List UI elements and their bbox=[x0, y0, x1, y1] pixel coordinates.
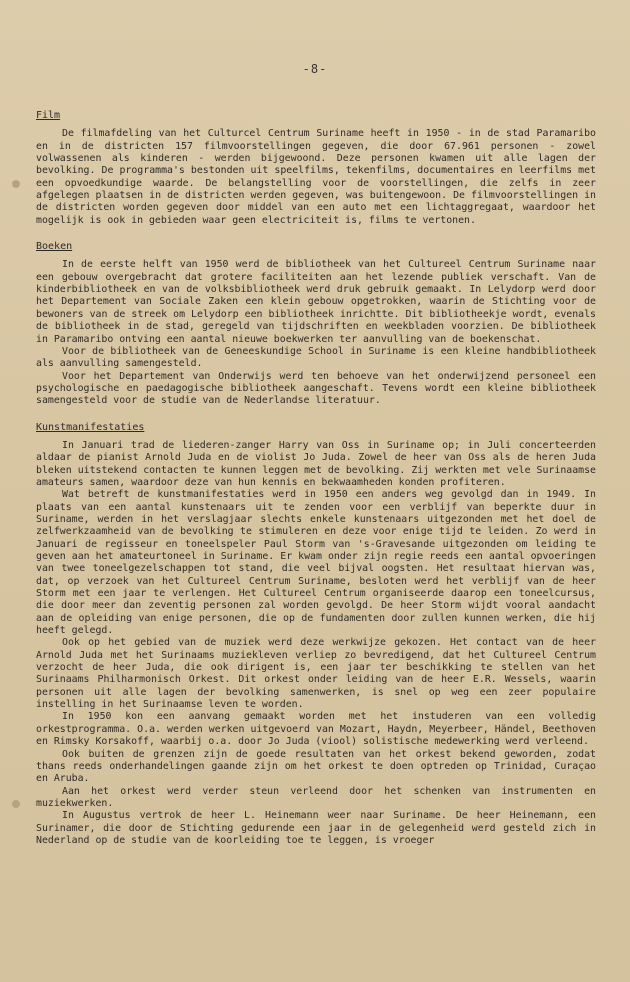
section-heading: Boeken bbox=[36, 241, 73, 253]
page-number: -8- bbox=[302, 62, 328, 76]
paragraph: Ook buiten de grenzen zijn de goede resultaten van het orkest bekend geworden, zodat thans reeds onderhandelingen gaande zijn om het orkest te doen optreden op Trinidad, Curaçao en Aruba. bbox=[36, 748, 596, 785]
paragraph: Voor de bibliotheek van de Geneeskundige School in Suriname is een kleine handbibliotheek als aanvulling samengesteld. bbox=[36, 345, 596, 370]
paragraph: Wat betreft de kunstmanifestaties werd in 1950 een anders weg gevolgd dan in 1949. In plaats van een aantal kunstenaars uit te zenden voor een verblijf van beperkte duur in Suriname, werden in het verslagjaar slechts enkele kunstenaars uitgezonden met het doel de zelfwerkzaamheid van de bevolking te stimuleren en deze voor enige tijd te leiden. Zo werd in Januari de regisseur en toneelspeler Paul Storm van 's-Gravesande uitgezonden om leiding te geven aan het amateurtoneel in Suriname. Er kwam onder zijn regie reeds een aantal opvoeringen van twee toneelgezelschappen tot stand, die veel bijval oogsten. Het resultaat hiervan was, dat, op verzoek van het Cultureel Centrum Suriname, besloten werd het verblijf van de heer Storm met een jaar te verlengen. Het Cultureel Centrum organiseerde daarop een toneelcursus, die door meer dan zeventig personen zal worden gevolgd. De heer Storm wijdt vooral aandacht aan de opleiding van enige personen, die op de fundamenten door zullen kunnen werken, die hij heeft gelegd. bbox=[36, 489, 596, 637]
section-boeken bbox=[36, 231, 596, 407]
section-heading: Kunstmanifestaties bbox=[36, 421, 145, 433]
paragraph: In Januari trad de liederen-zanger Harry van Oss in Suriname op; in Juli concerteerden aldaar de pianist Arnold Juda en de violist Jo Juda. Zowel de heer van Oss als de heren Juda bleken uitstekend contacten te kunnen leggen met de bevolking. Zij werkten met vele Surinaamse amateurs samen, waardoor deze van hun kennis en bekwaamheden konden profiteren. bbox=[36, 439, 596, 488]
paragraph: Voor het Departement van Onderwijs werd ten behoeve van het onderwijzend personeel een psychologische en paedagogische bibliotheek aangeschaft. Tevens wordt een kleine bibliotheek samengesteld voor de studie van de Nederlandse literatuur. bbox=[36, 370, 596, 407]
section-kunstmanifestaties bbox=[36, 412, 596, 848]
document-body bbox=[36, 96, 596, 847]
paragraph: In Augustus vertrok de heer L. Heinemann weer naar Suriname. De heer Heinemann, een Surinamer, die door de Stichting gedurende een jaar in de gelegenheid werd gesteld zich in Nederland op de studie van de koorleiding toe te leggen, is vroeger bbox=[36, 810, 596, 846]
paragraph: Aan het orkest werd verder steun verleend door het schenken van instrumenten en muziekwerken. bbox=[36, 785, 596, 809]
paragraph: In de eerste helft van 1950 werd de bibliotheek van het Cultureel Centrum Suriname naar een gebouw overgebracht dat grotere faciliteiten aan het lezende publiek verschaft. Van de kinderbibliotheek en van de volksbibliotheek werd druk gebruik gemaakt. In Lelydorp werd door het Departement van Sociale Zaken een klein gebouw opgetrokken, waarin de Stichting voor de bewoners van de streek om Lelydorp een bibliotheek inrichtte. Dit bibliotheekje wordt, evenals de bibliotheek in de stad, geregeld van tijdschriften en weekbladen voorzien. De bibliotheek in Paramaribo ontving een aantal nieuwe boekwerken ter aanvulling van de boekenschat. bbox=[36, 259, 596, 345]
section-heading: Film bbox=[36, 110, 61, 121]
paragraph: De filmafdeling van het Culturcel Centrum Suriname heeft in 1950 - in de stad Paramaribo en in de districten 157 filmvoorstellingen gegeven, die door 67.961 personen - zowel volwassenen als kinderen - werden bijgewoond. Deze personen kwamen uit alle lagen der bevolking. De programma's bestonden uit speelfilms, tekenfilms, documentaires en leerfilms met een opvoedkundige waarde. De belangstelling voor de voorstellingen, die zelfs in zeer afgelegen plaatsen in de districten werden gegeven, was buitengewoon. De filmvoorstellingen in de districten worden gegeven door middel van een auto met een lichtaggregaat, waardoor het mogelijk is ook in gebieden waar geen electriciteit is, films te vertonen. bbox=[36, 128, 596, 226]
section-film bbox=[36, 100, 596, 227]
paragraph: In 1950 kon een aanvang gemaakt worden met het instuderen van een volledig orkestprogramma. O.a. werden werken uitgevoerd van Mozart, Haydn, Meyerbeer, Händel, Beethoven en Rimsky Korsakoff, waarbij o.a. door Jo Juda (viool) solistische medewerking werd verleend. bbox=[36, 711, 596, 748]
paragraph: Ook op het gebied van de muziek werd deze werkwijze gekozen. Het contact van de heer Arnold Juda met het Surinaams muziekleven verliep zo bevredigend, dat het Cultureel Centrum verzocht de heer Juda, die ook dirigent is, een jaar ter beschikking te stellen van het Surinaams Philharmonisch Orkest. Dit orkest onder leiding van de heer E.R. Wessels, waarin personen uit alle lagen der bevolking samenwerken, is snel op weg een zeer populaire instelling in het Surinaamse leven te worden. bbox=[36, 637, 596, 711]
